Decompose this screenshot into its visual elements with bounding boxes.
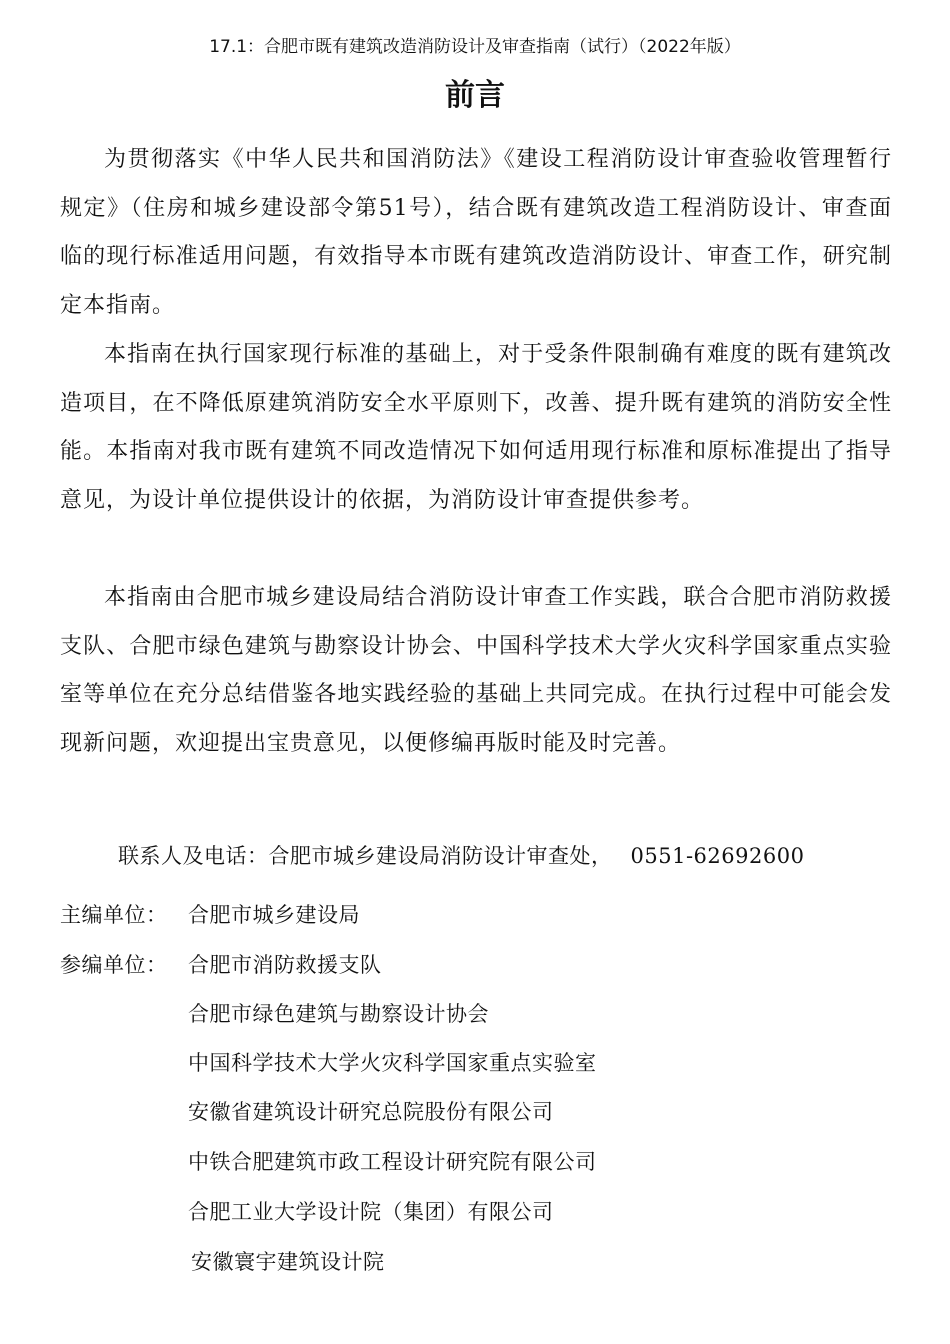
preface-paragraph-1: 为贯彻落实《中华人民共和国消防法》《建设工程消防设计审查验收管理暂行规定》（住房和城乡建设部令第51号），结合既有建筑改造工程消防设计、审查面临的现行标准适用问题，有效指导本市既有建筑改造消防设计、审查工作，研究制定本指南。 <box>60 147 892 318</box>
running-header: 17.1：合肥市既有建筑改造消防设计及审查指南（试行）（2022年版） <box>209 37 741 57</box>
co-editor-unit: 安徽寰宇建筑设计院 <box>191 1250 385 1274</box>
preface-paragraph-3: 本指南由合肥市城乡建设局结合消防设计审查工作实践，联合合肥市消防救援支队、合肥市绿色建筑与勘察设计协会、中国科学技术大学火灾科学国家重点实验室等单位在充分总结借鉴各地实践经验的基础上共同完成。在执行过程中可能会发现新问题，欢迎提出宝贵意见，以便修编再版时能及时完善。 <box>60 585 892 756</box>
contact-phone: 0551-62692600 <box>630 844 805 868</box>
co-editor-unit: 中国科学技术大学火灾科学国家重点实验室 <box>188 1051 597 1075</box>
co-editor-unit: 合肥市消防救援支队 <box>188 953 382 977</box>
chief-editor-row <box>60 901 360 929</box>
co-editor-unit: 中铁合肥建筑市政工程设计研究院有限公司 <box>188 1150 597 1174</box>
contact-line <box>118 842 898 870</box>
contact-label: 联系人及电话：合肥市城乡建设局消防设计审查处， <box>118 844 613 868</box>
chief-editor-label: 主编单位： <box>60 903 168 927</box>
co-editor-unit: 合肥工业大学设计院（集团）有限公司 <box>188 1200 554 1224</box>
co-editor-unit: 合肥市绿色建筑与勘察设计协会 <box>188 1002 489 1026</box>
chief-editor-unit: 合肥市城乡建设局 <box>188 903 360 927</box>
co-editor-row <box>60 951 382 979</box>
preface-paragraph-2: 本指南在执行国家现行标准的基础上，对于受条件限制确有难度的既有建筑改造项目，在不降低原建筑消防安全水平原则下，改善、提升既有建筑的消防安全性能。本指南对我市既有建筑不同改造情况下如何适用现行标准和原标准提出了指导意见，为设计单位提供设计的依据，为消防设计审查提供参考。 <box>60 342 892 513</box>
co-editor-unit: 安徽省建筑设计研究总院股份有限公司 <box>188 1100 554 1124</box>
page-title: 前言 <box>445 78 505 113</box>
co-editor-label: 参编单位： <box>60 953 168 977</box>
